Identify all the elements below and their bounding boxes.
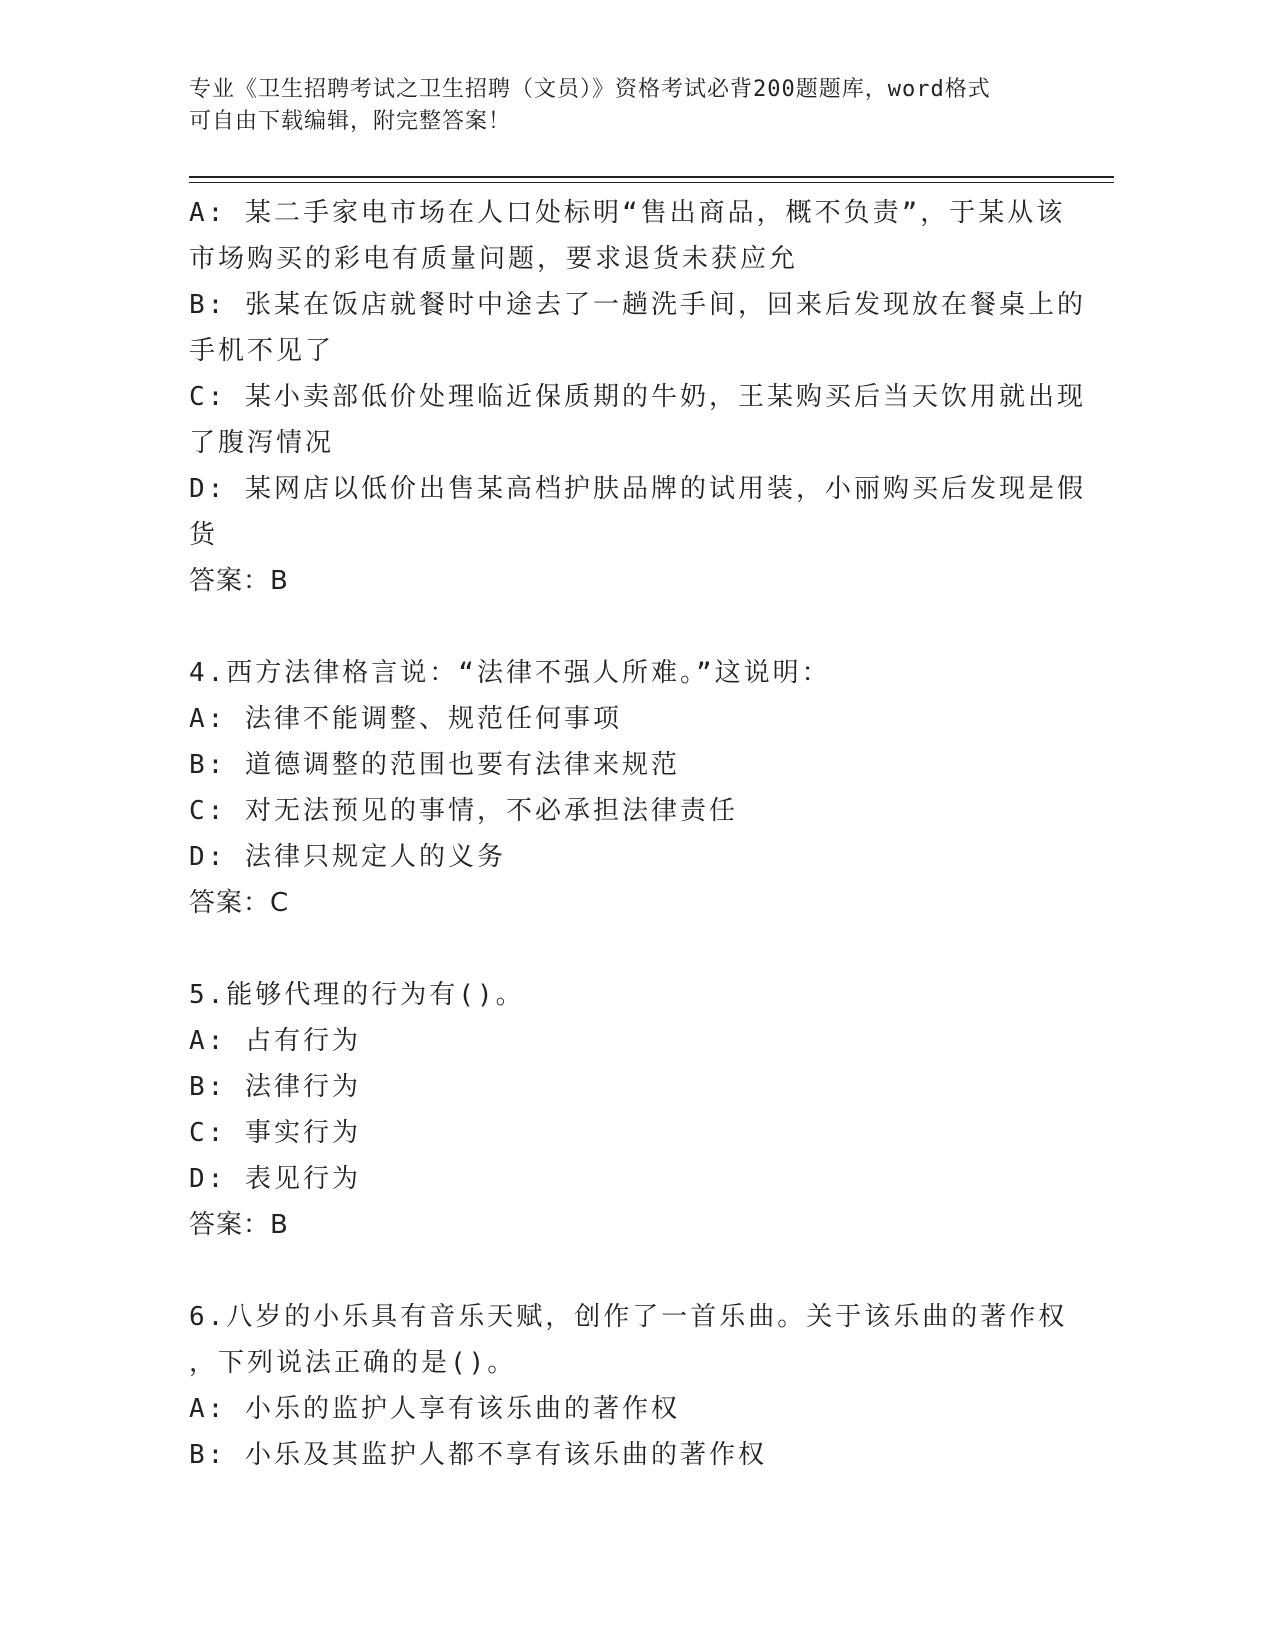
question-text-line-2: ，下列说法正确的是()。 — [189, 1348, 517, 1378]
option-a: A: 法律不能调整、规范任何事项 — [189, 704, 622, 734]
option-c-line-2: 了腹泻情况 — [189, 428, 335, 458]
option-b-line-1: B: 张某在饭店就餐时中途去了一趟洗手间，回来后发现放在餐桌上的 — [189, 290, 1086, 320]
option-b: B: 小乐及其监护人都不享有该乐曲的著作权 — [189, 1440, 767, 1470]
document-body — [189, 190, 1089, 1478]
option-a: A: 占有行为 — [189, 1026, 361, 1056]
question-text: 4.西方法律格言说：“法律不强人所难。”这说明： — [189, 658, 831, 688]
spacer — [189, 1248, 1089, 1294]
spacer — [189, 604, 1089, 650]
answer: 答案：B — [189, 566, 289, 596]
page-header — [189, 74, 1089, 138]
question-4 — [189, 650, 1089, 926]
option-a-line-1: A: 某二手家电市场在人口处标明“售出商品，概不负责”，于某从该 — [189, 198, 1066, 228]
option-a-line-2: 市场购买的彩电有质量问题，要求退货未获应允 — [189, 244, 799, 274]
header-divider-thick — [189, 176, 1114, 178]
spacer — [189, 926, 1089, 972]
option-b: B: 道德调整的范围也要有法律来规范 — [189, 750, 680, 780]
option-b: B: 法律行为 — [189, 1072, 361, 1102]
question-3 — [189, 190, 1089, 604]
question-text-line-1: 6.八岁的小乐具有音乐天赋，创作了一首乐曲。关于该乐曲的著作权 — [189, 1302, 1068, 1332]
option-d: D: 表见行为 — [189, 1164, 361, 1194]
option-c-line-1: C: 某小卖部低价处理临近保质期的牛奶，王某购买后当天饮用就出现 — [189, 382, 1086, 412]
option-d-line-1: D: 某网店以低价出售某高档护肤品牌的试用装，小丽购买后发现是假 — [189, 474, 1086, 504]
question-5 — [189, 972, 1089, 1248]
option-d: D: 法律只规定人的义务 — [189, 842, 506, 872]
option-a: A: 小乐的监护人享有该乐曲的著作权 — [189, 1394, 680, 1424]
option-c: C: 事实行为 — [189, 1118, 361, 1148]
option-d-line-2: 货 — [189, 520, 219, 550]
question-text: 5.能够代理的行为有()。 — [189, 980, 525, 1010]
header-title-line-2: 可自由下载编辑，附完整答案！ — [189, 109, 512, 134]
answer: 答案：C — [189, 888, 290, 918]
option-c: C: 对无法预见的事情，不必承担法律责任 — [189, 796, 738, 826]
question-6 — [189, 1294, 1089, 1478]
answer: 答案：B — [189, 1210, 289, 1240]
header-title-line-1: 专业《卫生招聘考试之卫生招聘（文员）》资格考试必背200题题库，word格式 — [189, 77, 991, 102]
header-divider-thin — [189, 182, 1114, 183]
option-b-line-2: 手机不见了 — [189, 336, 335, 366]
